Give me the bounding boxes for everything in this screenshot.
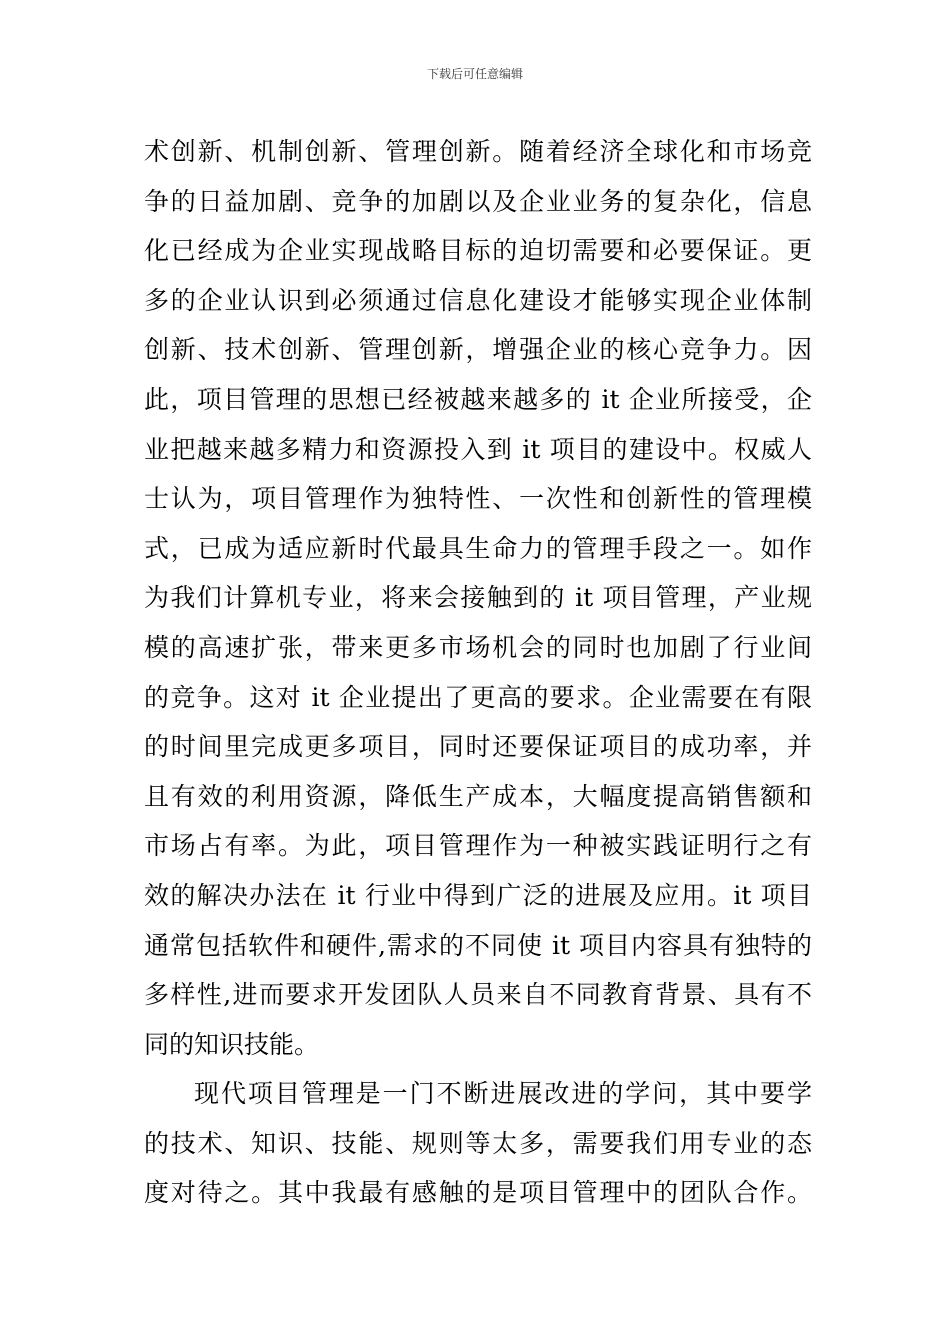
text-line: 的时间里完成更多项目，同时还要保证项目的成功率，并 bbox=[144, 732, 812, 762]
text-line: 多样性,进而要求开发团队人员来自不同教育背景、具有不 bbox=[144, 980, 812, 1010]
text-line: 创新、技术创新、管理创新，增强企业的核心竞争力。因 bbox=[144, 335, 812, 365]
text-line: 式，已成为适应新时代最具生命力的管理手段之一。如作 bbox=[144, 533, 812, 563]
text-line: 模的高速扩张，带来更多市场机会的同时也加剧了行业间 bbox=[144, 632, 812, 662]
text-line: 的技术、知识、技能、规则等太多，需要我们用专业的态 bbox=[144, 1128, 812, 1158]
paragraph-1 bbox=[144, 127, 812, 1069]
text-line: 此，项目管理的思想已经被越来越多的 it 企业所接受，企 bbox=[144, 384, 812, 414]
page-header: 下载后可任意编辑 bbox=[426, 67, 523, 81]
text-line: 化已经成为企业实现战略目标的迫切需要和必要保证。更 bbox=[144, 236, 812, 266]
body-text bbox=[144, 127, 812, 1218]
text-line: 争的日益加剧、竞争的加剧以及企业业务的复杂化，信息 bbox=[144, 186, 812, 216]
text-line: 同的知识技能。 bbox=[144, 1029, 320, 1059]
paragraph-2 bbox=[144, 1069, 812, 1218]
text-line: 业把越来越多精力和资源投入到 it 项目的建设中。权威人 bbox=[144, 434, 812, 464]
text-line: 效的解决办法在 it 行业中得到广泛的进展及应用。it 项目 bbox=[144, 880, 812, 910]
text-line: 且有效的利用资源，降低生产成本，大幅度提高销售额和 bbox=[144, 781, 812, 811]
text-line: 士认为，项目管理作为独特性、一次性和创新性的管理模 bbox=[144, 484, 812, 514]
text-line: 市场占有率。为此，项目管理作为一种被实践证明行之有 bbox=[144, 831, 812, 861]
text-line: 度对待之。其中我最有感触的是项目管理中的团队合作。 bbox=[144, 1178, 812, 1208]
text-line: 的竞争。这对 it 企业提出了更高的要求。企业需要在有限 bbox=[144, 682, 812, 712]
text-line: 多的企业认识到必须通过信息化建设才能够实现企业体制 bbox=[144, 285, 812, 315]
text-line: 为我们计算机专业，将来会接触到的 it 项目管理，产业规 bbox=[144, 583, 812, 613]
text-line: 通常包括软件和硬件,需求的不同使 it 项目内容具有独特的 bbox=[144, 930, 812, 960]
text-line: 术创新、机制创新、管理创新。随着经济全球化和市场竞 bbox=[144, 137, 812, 166]
text-line: 现代项目管理是一门不断进展改进的学问，其中要学 bbox=[194, 1079, 812, 1109]
